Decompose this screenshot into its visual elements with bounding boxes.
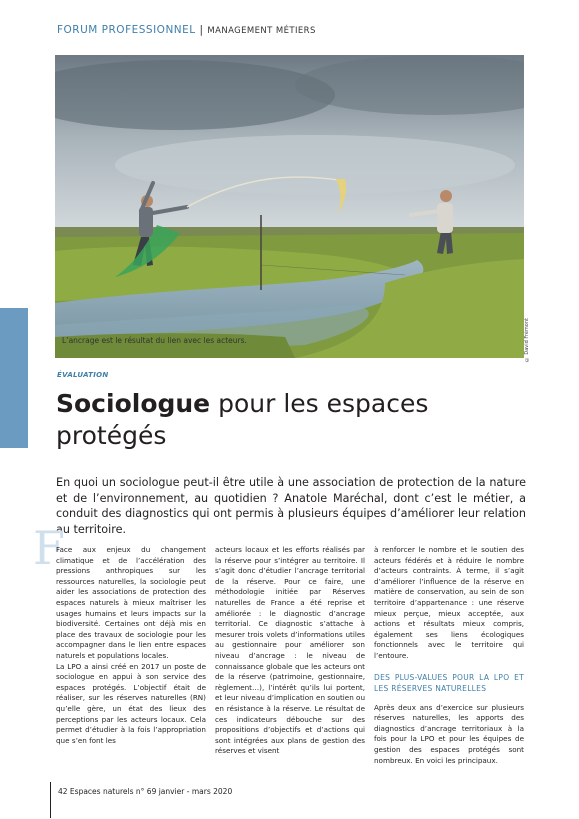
photo-credit: © David Frémont xyxy=(524,318,530,363)
header-separator: | xyxy=(199,24,204,36)
drop-cap: F xyxy=(33,521,65,575)
section-header xyxy=(57,24,316,36)
paragraph: La LPO a ainsi créé en 2017 un poste de sociologue en appui à son service des espaces protégés. L’objectif était de réaliser, sur les réserves naturelles (RN) qu’elle gère, un état des lieux des perceptions par les acteurs locaux. Cela permet d’étudier à la fois l’appropriation que s’en font les xyxy=(56,661,206,745)
paragraph: acteurs locaux et les efforts réalisés par la réserve pour s’intégrer au territoire. Il s’agit donc d’étudier l’ancrage territorial de la réserve. Pour ce faire, une méthodologie initiée par Réserves naturelles de France a été reprise et améliorée : le diagnostic d’ancrage territorial. Ce diagnostic s’attache à mesurer trois volets d’informations utiles au gestionnaire pour améliorer son niveau d’ancrage : le niveau de connaissance globale que les acteurs ont de la réserve (patrimoine, gestionnaire, règlement…), l’intérêt qu’ils lui portent, et leur niveau d’implication en soutien ou en résistance à la réserve. Le résultat de ces indicateurs débouche sur des propositions d’objectifs et d’actions qui sont intégrées aux plans de gestion des réserves et visent xyxy=(215,545,366,756)
page-footer: 42 Espaces naturels n° 69 janvier - mars 2020 xyxy=(58,787,233,796)
footer-rule xyxy=(50,782,51,818)
article-lead: En quoi un sociologue peut-il être utile à une association de protection de la nature et de l’environnement, au quotidien ? Anatole Maréchal, dont c’est le métier, a conduit des diagnostics qui ont permis à plusieurs équipes d’améliorer leur relation au territoire. xyxy=(56,476,526,536)
rubric-label: MANAGEMENT MÉTIERS xyxy=(207,26,316,36)
text-column-2 xyxy=(215,545,365,757)
section-subheading: DES PLUS-VALUES POUR LA LPO ET LES RÉSERVES NATURELLES xyxy=(374,672,524,693)
paragraph: Face aux enjeux du changement climatique et de l’accélération des pressions anthropiques sur les ressources naturelles, la sociologie peut aider les associations de protection des espaces naturels à mieux maîtriser les usages humains et leurs impacts sur la biodiversité. Certaines ont déjà mis en place des travaux de sociologie pour les accompagner dans le lien entre espaces naturels et populations locales. xyxy=(56,545,206,660)
text-column-1 xyxy=(56,545,206,746)
article-title xyxy=(56,388,526,452)
section-label: FORUM PROFESSIONNEL xyxy=(57,24,196,36)
side-color-tab xyxy=(0,308,28,448)
text-column-3 xyxy=(374,545,524,766)
title-bold: Sociologue xyxy=(56,389,211,418)
paragraph: à renforcer le nombre et le soutien des acteurs fédérés et à réduire le nombre d’acteurs contraints. À terme, il s’agit d’améliorer l’influence de la réserve en matière de conservation, au sein de son territoire d’appartenance : une réserve mieux perçue, mieux acceptée, aux actions et résultats mieux compris, également ses liens écologiques fonctionnels avec le territoire qui l’entoure. xyxy=(374,545,524,660)
article-kicker: ÉVALUATION xyxy=(57,371,109,379)
title-rest: pour les espaces protégés xyxy=(56,389,429,450)
paragraph: Après deux ans d’exercice sur plusieurs réserves naturelles, les apports des diagnostics d’ancrage territoriaux à la fois pour la LPO et pour les équipes de gestion des espaces protégés sont nombreux. En voici les principaux. xyxy=(374,702,524,765)
lead-photo xyxy=(55,55,524,358)
photo-caption: L’ancrage est le résultat du lien avec les acteurs. xyxy=(62,336,247,345)
